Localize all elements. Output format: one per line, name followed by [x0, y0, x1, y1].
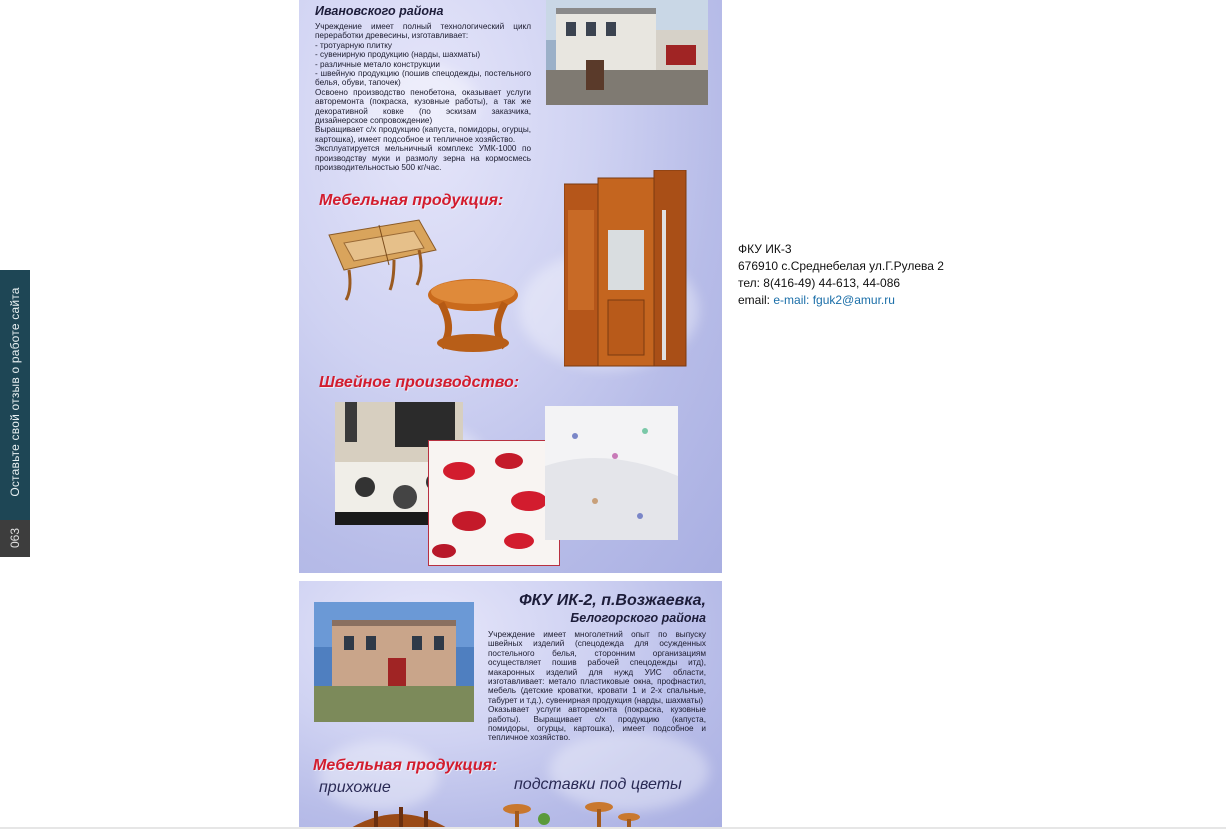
brochure-page-ik2 [299, 581, 722, 829]
contact-phone: тел: 8(416-49) 44-613, 44-086 [738, 276, 901, 290]
contact-name: ФКУ ИК-3 [738, 242, 792, 256]
ik2-title: ФКУ ИК-2, п.Возжаевка, [519, 592, 706, 609]
flower-stands-label: подставки под цветы [514, 776, 682, 793]
ik2-subtitle: Белогорского района [570, 611, 706, 625]
sewing-heading: Швейное производство: [319, 374, 520, 391]
flower-stands-photo [499, 799, 649, 829]
ik2-description: Учреждение имеет многолетний опыт по выпуску швейных изделий (спецодежда для осужденных постельного белья, сторонним организациям осуществляет пошив рабочей спецодежды итд), макаронных изделий для нужд УИС области, изготавливает: метало пластиковые окна, профнастил, мебель (детские кроватки, кровати 1 и 2-х спальные, табурет и т.д.), сувенирная продукция (нарды, шахматы) Оказывает услуги авторемонта (покраска, кузовные работы). Выращивает с/х продукцию (капуста, помидоры, огурцы, картошка), имеет подсобное и тепличное хозяйство. [488, 630, 706, 743]
feedback-tab-code[interactable] [0, 520, 30, 557]
ik2-building-photo [314, 602, 474, 722]
game-table-photo [324, 215, 439, 305]
ik2-furniture-heading: Мебельная продукция: [313, 757, 498, 774]
building-photo [546, 0, 708, 105]
contact-info [738, 241, 944, 309]
contact-email-row [738, 292, 944, 309]
wardrobe-photo [564, 170, 689, 370]
contact-address: 676910 с.Среднебелая ул.Г.Рулева 2 [738, 259, 944, 273]
butterfly-bedding-photo [545, 406, 678, 540]
contact-email-link[interactable]: e-mail: fguk2@amur.ru [773, 293, 895, 307]
hallways-label: прихожие [319, 779, 391, 796]
feedback-tab-label[interactable]: Оставьте свой отзыв о работе сайта [8, 287, 22, 497]
feedback-code-text: 063 [8, 527, 22, 549]
furniture-heading: Мебельная продукция: [319, 192, 504, 209]
hallway-furniture-photo [344, 799, 454, 829]
contact-email-label: email: [738, 293, 771, 307]
feedback-tab[interactable] [0, 270, 30, 557]
round-table-photo [426, 275, 521, 355]
institution-description: Учреждение имеет полный технологический цикл переработки древесины, изготавливает: - тротуарную плитку - сувенирную продукцию (нарды, шахматы) - различные метало конструкции - швейную продукцию (пошив спецодежды, постельного белья, обуви, тапочек) Освоено производство пенобетона, оказывает услуги авторемонта (покраска, кузовные работы), а так же декоративной ковке (по эскизам заказчика, дизайнерское сопровождение) Выращивает с/х продукцию (капуста, помидоры, огурцы, картошка), имеет подсобное и тепличное хозяйство. Эксплуатируется мельничный комплекс УМК-1000 по производству муки и размолу зерна на кормосмесь производительностью 500 кг/час. [315, 22, 531, 173]
district-subheading: Ивановского района [315, 4, 444, 18]
brochure-page-ik3 [299, 0, 722, 573]
red-flower-bedding-photo [428, 440, 560, 566]
